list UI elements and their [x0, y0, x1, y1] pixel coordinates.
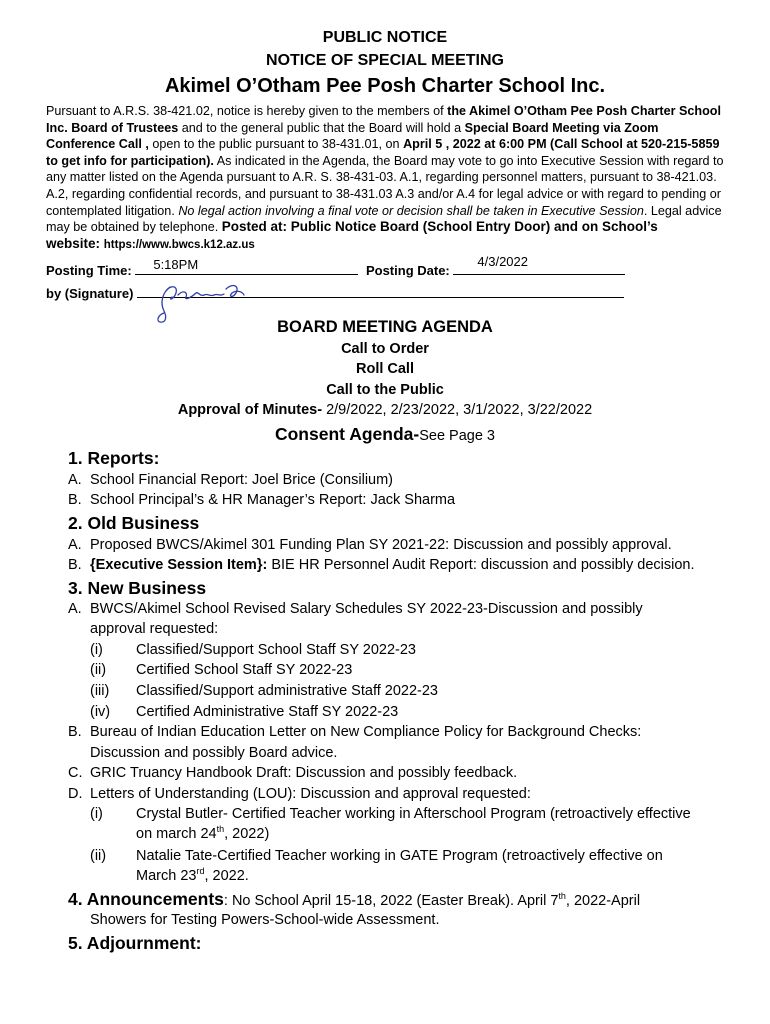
list-item — [68, 557, 694, 573]
posting-row — [46, 254, 625, 278]
minutes-label: Approval of Minutes- — [177, 402, 323, 418]
section-announcements — [68, 889, 640, 910]
signature-label: by (Signature) — [46, 286, 134, 301]
intro-bold: the Akimel O’Otham Pee Posh Charter School — [447, 104, 721, 118]
posting-date-field — [453, 254, 625, 275]
posting-time-label: Posting Time: — [46, 263, 132, 278]
sub-item-text: Crystal Butler- Certified Teacher working in Afterschool Program (retroactively effective — [136, 806, 691, 822]
item-label: B. — [68, 492, 82, 508]
announcement-text: : No School April 15-18, 2022 (Easter Break). April 7 — [223, 893, 559, 909]
item-text: BIE HR Personnel Audit Report: discussion and possibly decision. — [267, 557, 695, 573]
sub-item-text: Classified/Support administrative Staff 2022-23 — [136, 683, 438, 699]
posting-date-value: 4/3/2022 — [477, 254, 528, 269]
school-name: Akimel O’Otham Pee Posh Charter School Inc. — [164, 75, 606, 97]
item-label: B. — [68, 557, 82, 573]
section-adjournment: 5. Adjournment: — [68, 933, 202, 953]
sub-item-number: (i) — [90, 642, 103, 658]
item-continuation: approval requested: — [90, 621, 219, 637]
intro-text: As indicated in the Agenda, the Board may vote to go into Executive Session with regard to — [213, 153, 724, 168]
item-text: Letters of Understanding (LOU): Discussion and approval requested: — [90, 786, 531, 802]
ordinal-suffix: th — [216, 824, 225, 835]
posting-time-field — [135, 257, 358, 275]
list-item — [68, 786, 531, 802]
sub-item-text — [136, 826, 269, 842]
item-label: A. — [68, 472, 82, 488]
intro-bold: Inc. Board of Trustees — [46, 120, 179, 135]
intro-text: and to the general public that the Board will hold a — [178, 120, 465, 135]
list-item — [68, 765, 517, 781]
sub-item-text — [136, 868, 249, 884]
call-to-public: Call to the Public — [326, 382, 444, 398]
intro-text: Pursuant to A.R.S. 38-421.02, notice is hereby given to the members of — [46, 104, 448, 118]
intro-italic: No legal action involving a final vote or decision shall be taken in Executive Session — [178, 203, 644, 218]
intro-text: may be obtained by telephone. — [46, 220, 222, 235]
ordinal-suffix: th — [558, 891, 566, 902]
item-text: GRIC Truancy Handbook Draft: Discussion and possibly feedback. — [90, 765, 518, 781]
consent-agenda — [0, 424, 770, 445]
intro-text: contemplated litigation. — [46, 203, 179, 218]
sub-item-text: Certified Administrative Staff SY 2022-23 — [136, 704, 399, 720]
item-text: Bureau of Indian Education Letter on New Compliance Policy for Background Checks: — [90, 724, 642, 740]
list-item — [68, 724, 641, 740]
item-continuation: Showers for Testing Powers-School-wide Assessment. — [90, 912, 440, 928]
sub-item-number: (ii) — [90, 848, 107, 864]
roll-call: Roll Call — [355, 361, 414, 377]
sub-item-number: (ii) — [90, 662, 107, 678]
intro-text: A.2, regarding confidential records, and pursuant to 38-431.03 A.3 and/or A.4 for legal advice or with regard to pending or — [46, 186, 721, 201]
sub-item-text: Certified School Staff SY 2022-23 — [136, 662, 353, 678]
item-label: C. — [68, 765, 83, 781]
signature-row — [46, 283, 624, 301]
intro-bold: April 5 , 2022 at 6:00 PM (Call School at 520-215-5859 — [403, 137, 720, 152]
ordinal-suffix: rd — [196, 866, 205, 877]
intro-text: . Legal advice — [643, 203, 722, 218]
consent-reference: See Page 3 — [419, 428, 495, 444]
intro-text: any matter listed on the Agenda pursuant to A.R. S. 38-431-03. A.1, regarding personnel matters, pursuant to 38-421.03. — [46, 170, 717, 185]
item-label: D. — [68, 786, 83, 802]
website-url[interactable]: https://www.bwcs.k12.az.us — [103, 238, 255, 251]
notice-subheading: NOTICE OF SPECIAL MEETING — [266, 52, 504, 69]
intro-bold: to get info for participation). — [46, 153, 214, 168]
item-label: B. — [68, 724, 82, 740]
consent-label: Consent Agenda- — [274, 424, 420, 444]
sub-item-text: Natalie Tate-Certified Teacher working in GATE Program (retroactively effective on — [136, 848, 663, 864]
item-continuation: Discussion and possibly Board advice. — [90, 745, 338, 761]
executive-session-tag: {Executive Session Item}: — [90, 557, 268, 573]
website-label: website: — [46, 235, 104, 251]
item-text: BWCS/Akimel School Revised Salary Schedules SY 2022-23-Discussion and possibly — [90, 601, 643, 617]
section-old-business: 2. Old Business — [68, 513, 200, 533]
call-to-order: Call to Order — [341, 341, 429, 357]
section-new-business: 3. New Business — [68, 578, 207, 598]
announcement-text: , 2022-April — [565, 893, 641, 909]
agenda-title: BOARD MEETING AGENDA — [277, 318, 493, 336]
announcements-heading: 4. Announcements — [68, 889, 224, 909]
notice-heading: PUBLIC NOTICE — [322, 29, 448, 46]
sub-item-text: Classified/Support School Staff SY 2022-23 — [136, 642, 416, 658]
item-label: A. — [68, 601, 82, 617]
item-text: School Principal’s & HR Manager’s Report: Jack Sharma — [90, 492, 456, 508]
minutes-dates: 2/9/2022, 2/23/2022, 3/1/2022, 3/22/2022 — [322, 402, 593, 418]
sub-item-text-part: , 2022) — [224, 826, 270, 842]
sub-item-number: (iv) — [90, 704, 111, 720]
posting-date-label: Posting Date: — [365, 263, 450, 278]
list-item — [68, 492, 455, 508]
sub-item-text-part: , 2022. — [204, 868, 249, 884]
approval-of-minutes — [0, 402, 770, 418]
intro-bold: Special Board Meeting via Zoom — [464, 120, 659, 135]
item-label: A. — [68, 537, 82, 553]
sub-item-number: (i) — [90, 806, 103, 822]
sub-item-text-part: on march 24 — [136, 826, 217, 842]
intro-text: open to the public pursuant to 38-431.01, on — [148, 137, 404, 152]
posted-at: Posted at: Public Notice Board (School Entry Door) and on School’s — [221, 219, 658, 235]
posting-time-value: 5:18PM — [153, 257, 199, 272]
intro-bold: Conference Call , — [46, 137, 149, 152]
list-item — [68, 601, 643, 617]
list-item — [68, 472, 393, 488]
section-reports: 1. Reports: — [68, 448, 160, 468]
item-text: Proposed BWCS/Akimel 301 Funding Plan SY 2021-22: Discussion and possibly approval. — [90, 537, 672, 553]
intro-paragraph — [46, 103, 726, 253]
sub-item-number: (iii) — [90, 683, 110, 699]
item-text: School Financial Report: Joel Brice (Consilium) — [90, 472, 394, 488]
list-item — [68, 537, 672, 553]
sub-item-text-part: March 23 — [136, 868, 197, 884]
